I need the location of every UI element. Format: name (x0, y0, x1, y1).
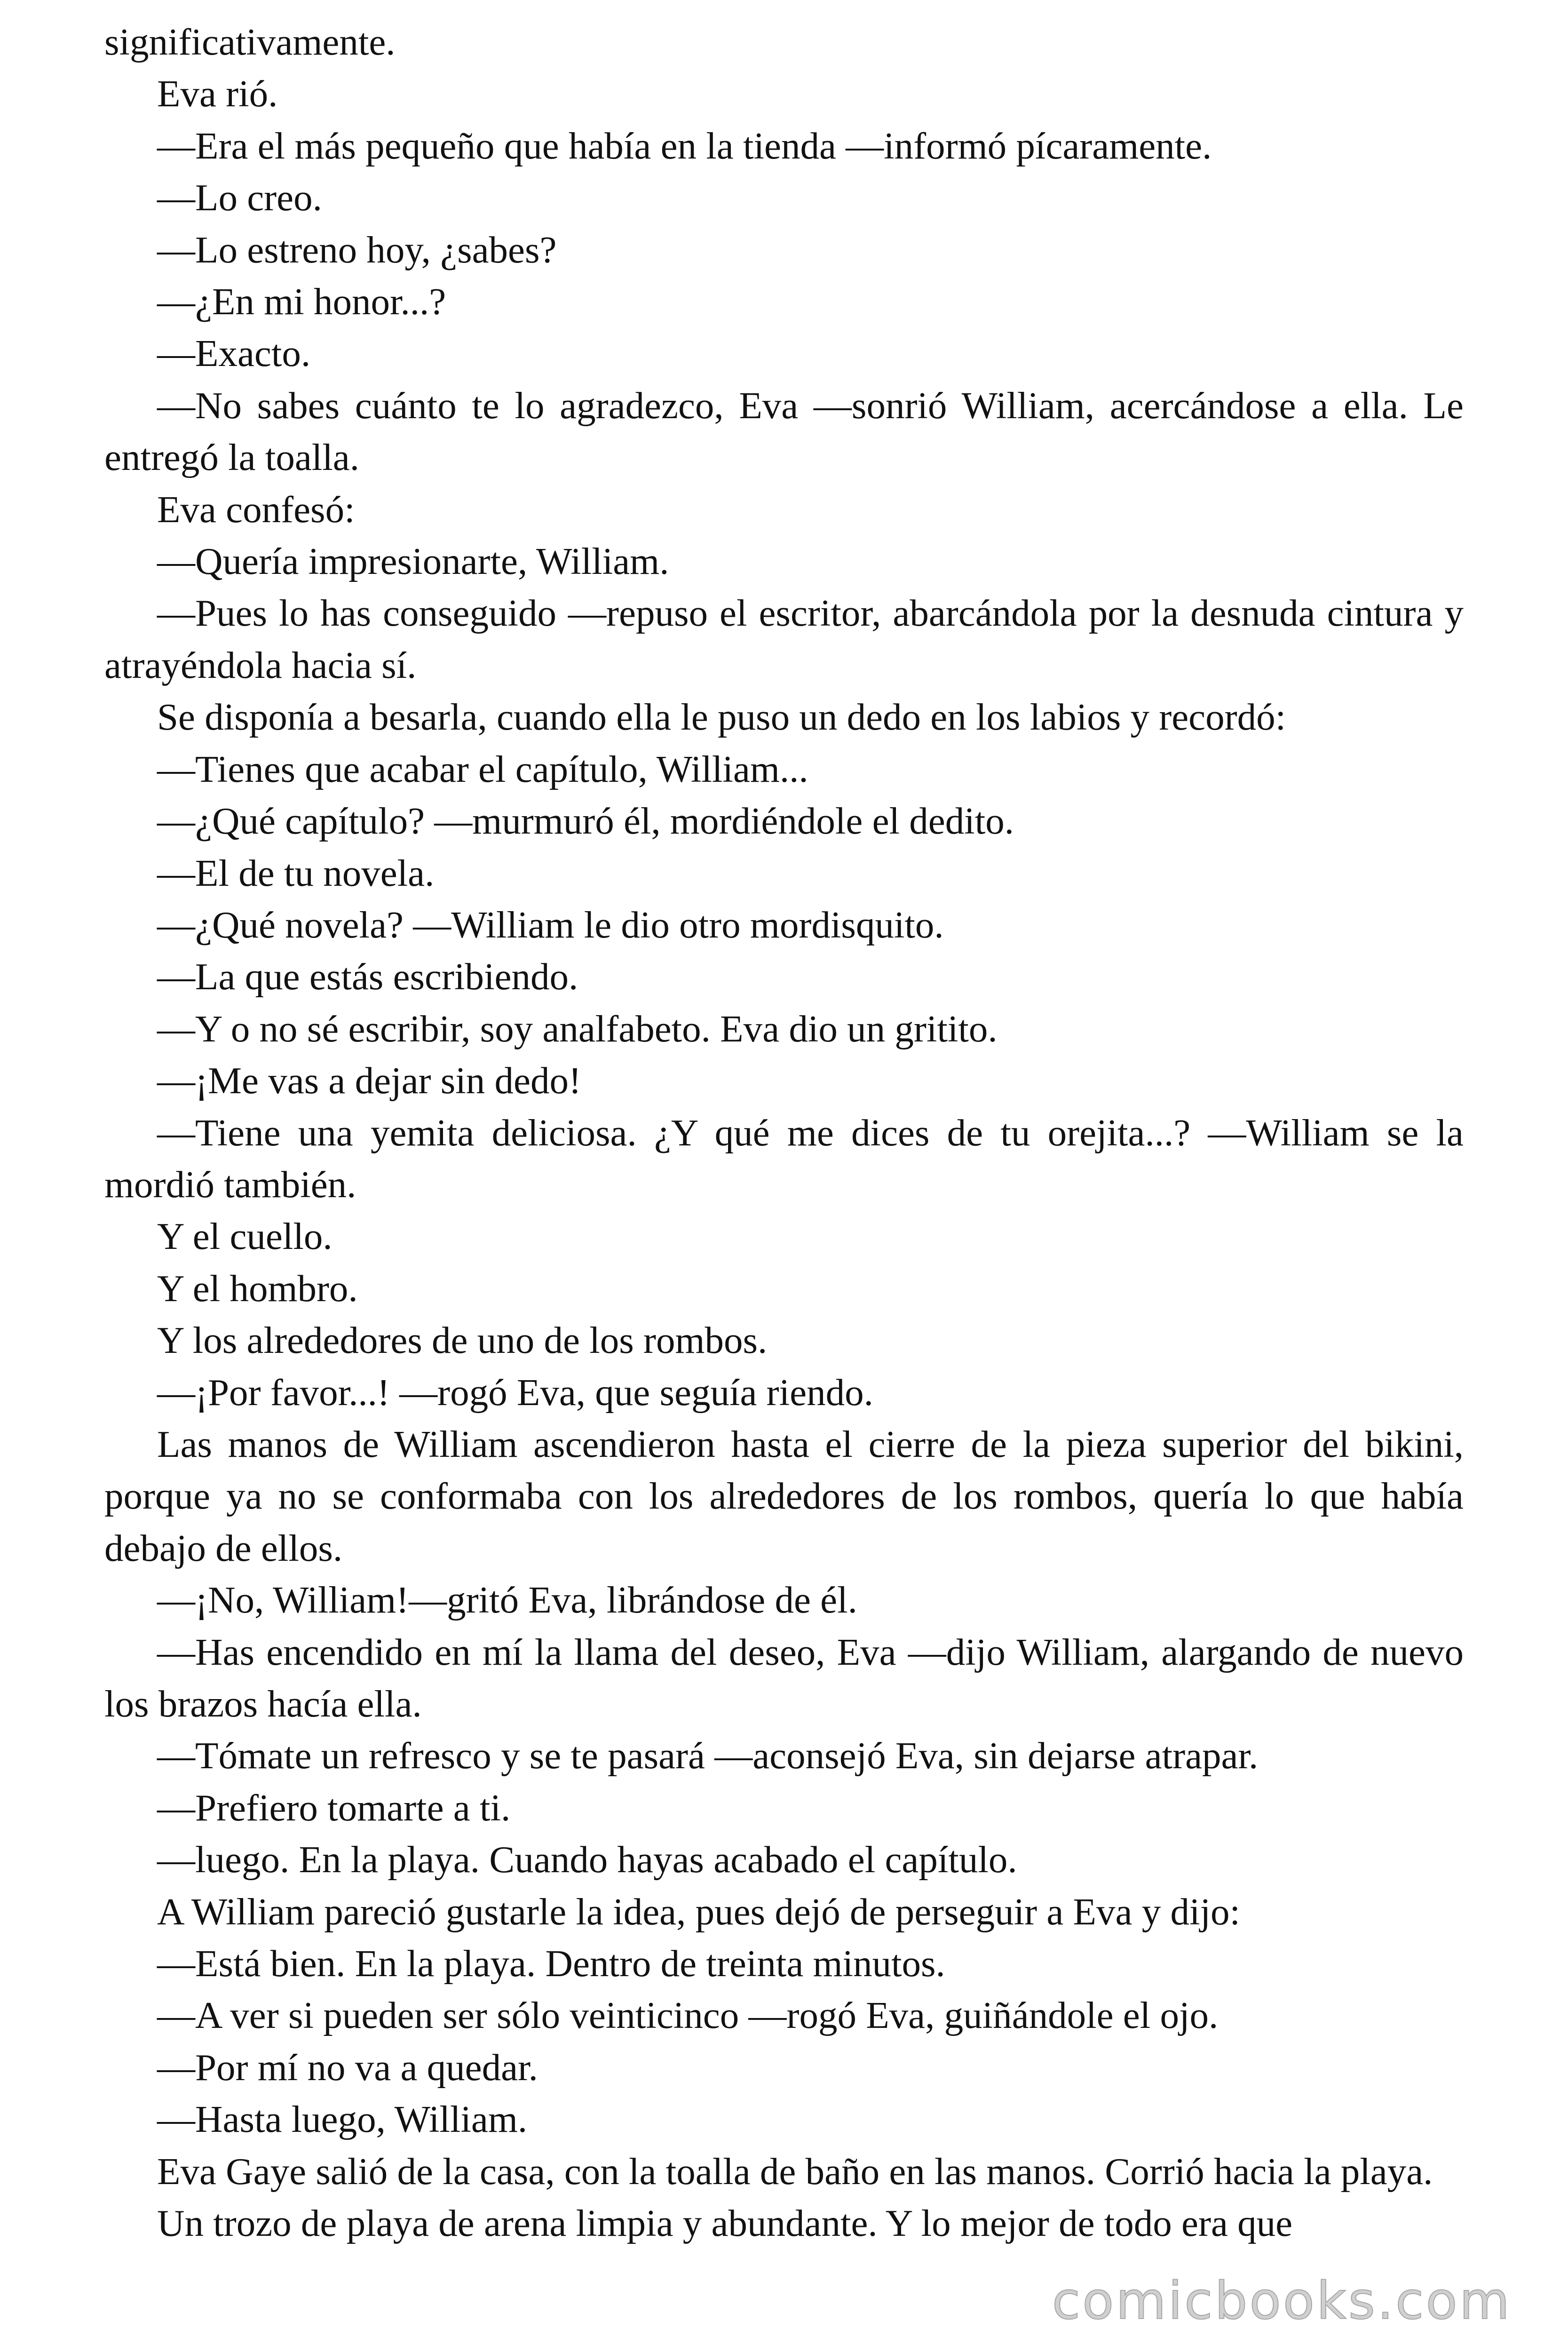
paragraph: —Y o no sé escribir, soy analfabeto. Eva dio un gritito. (157, 1007, 998, 1050)
body-text (104, 16, 1464, 2249)
paragraph: —Lo creo. (157, 176, 322, 219)
paragraph: —¿En mi honor...? (157, 280, 446, 323)
paragraph: —Exacto. (157, 332, 311, 375)
paragraph: —Era el más pequeño que había en la tienda —informó pícaramente. (157, 124, 1212, 167)
paragraph: —No sabes cuánto te lo agradezco, Eva —sonrió William, acercándose a ella. Le entregó la toalla. (104, 384, 1464, 479)
paragraph: Y el hombro. (157, 1267, 358, 1310)
paragraph: A William pareció gustarle la idea, pues dejó de perseguir a Eva y dijo: (157, 1890, 1241, 1933)
paragraph: Eva rió. (157, 72, 278, 115)
paragraph: —La que estás escribiendo. (157, 955, 578, 998)
paragraph: —El de tu novela. (157, 851, 435, 894)
paragraph: Y los alrededores de uno de los rombos. (157, 1319, 768, 1362)
paragraph: —¿Qué novela? —William le dio otro mordisquito. (157, 903, 944, 946)
paragraph: —Prefiero tomarte a ti. (157, 1786, 511, 1829)
paragraph: Y el cuello. (157, 1215, 333, 1258)
paragraph: —¡Por favor...! —rogó Eva, que seguía riendo. (157, 1371, 873, 1414)
paragraph: —Tiene una yemita deliciosa. ¿Y qué me dices de tu orejita...? —William se la mordió también. (104, 1111, 1464, 1206)
paragraph: —Tienes que acabar el capítulo, William... (157, 747, 808, 790)
paragraph: —Quería impresionarte, William. (157, 540, 669, 583)
paragraph: —Hasta luego, William. (157, 2098, 528, 2141)
paragraph: —Tómate un refresco y se te pasará —aconsejó Eva, sin dejarse atrapar. (157, 1734, 1259, 1777)
paragraph: —luego. En la playa. Cuando hayas acabado el capítulo. (157, 1838, 1017, 1881)
watermark: comicbooks.com (1052, 2271, 1512, 2331)
paragraph: —¡No, William!—gritó Eva, librándose de él. (157, 1579, 857, 1621)
paragraph: —Has encendido en mí la llama del deseo, Eva —dijo William, alargando de nuevo los brazos hacía ella. (104, 1630, 1464, 1725)
paragraph: Un trozo de playa de arena limpia y abundante. Y lo mejor de todo era que (157, 2202, 1293, 2245)
paragraph: —Está bien. En la playa. Dentro de treinta minutos. (157, 1942, 945, 1985)
paragraph: significativamente. (104, 21, 396, 63)
paragraph: —Por mí no va a quedar. (157, 2046, 538, 2089)
paragraph: Eva confesó: (157, 488, 355, 531)
paragraph: —¡Me vas a dejar sin dedo! (157, 1059, 581, 1102)
paragraph: —Pues lo has conseguido —repuso el escritor, abarcándola por la desnuda cintura y atrayéndola hacia sí. (104, 592, 1464, 686)
paragraph: —¿Qué capítulo? —murmuró él, mordiéndole el dedito. (157, 800, 1014, 842)
paragraph: Eva Gaye salió de la casa, con la toalla de baño en las manos. Corrió hacia la playa. (157, 2150, 1433, 2193)
paragraph: Las manos de William ascendieron hasta el cierre de la pieza superior del bikini, porque ya no se conformaba con los alrededores de los rombos, quería lo que había debajo de ellos. (104, 1422, 1464, 1569)
paragraph: —Lo estreno hoy, ¿sabes? (157, 228, 557, 271)
paragraph: Se disponía a besarla, cuando ella le puso un dedo en los labios y recordó: (157, 696, 1286, 739)
paragraph: —A ver si pueden ser sólo veinticinco —rogó Eva, guiñándole el ojo. (157, 1994, 1219, 2037)
